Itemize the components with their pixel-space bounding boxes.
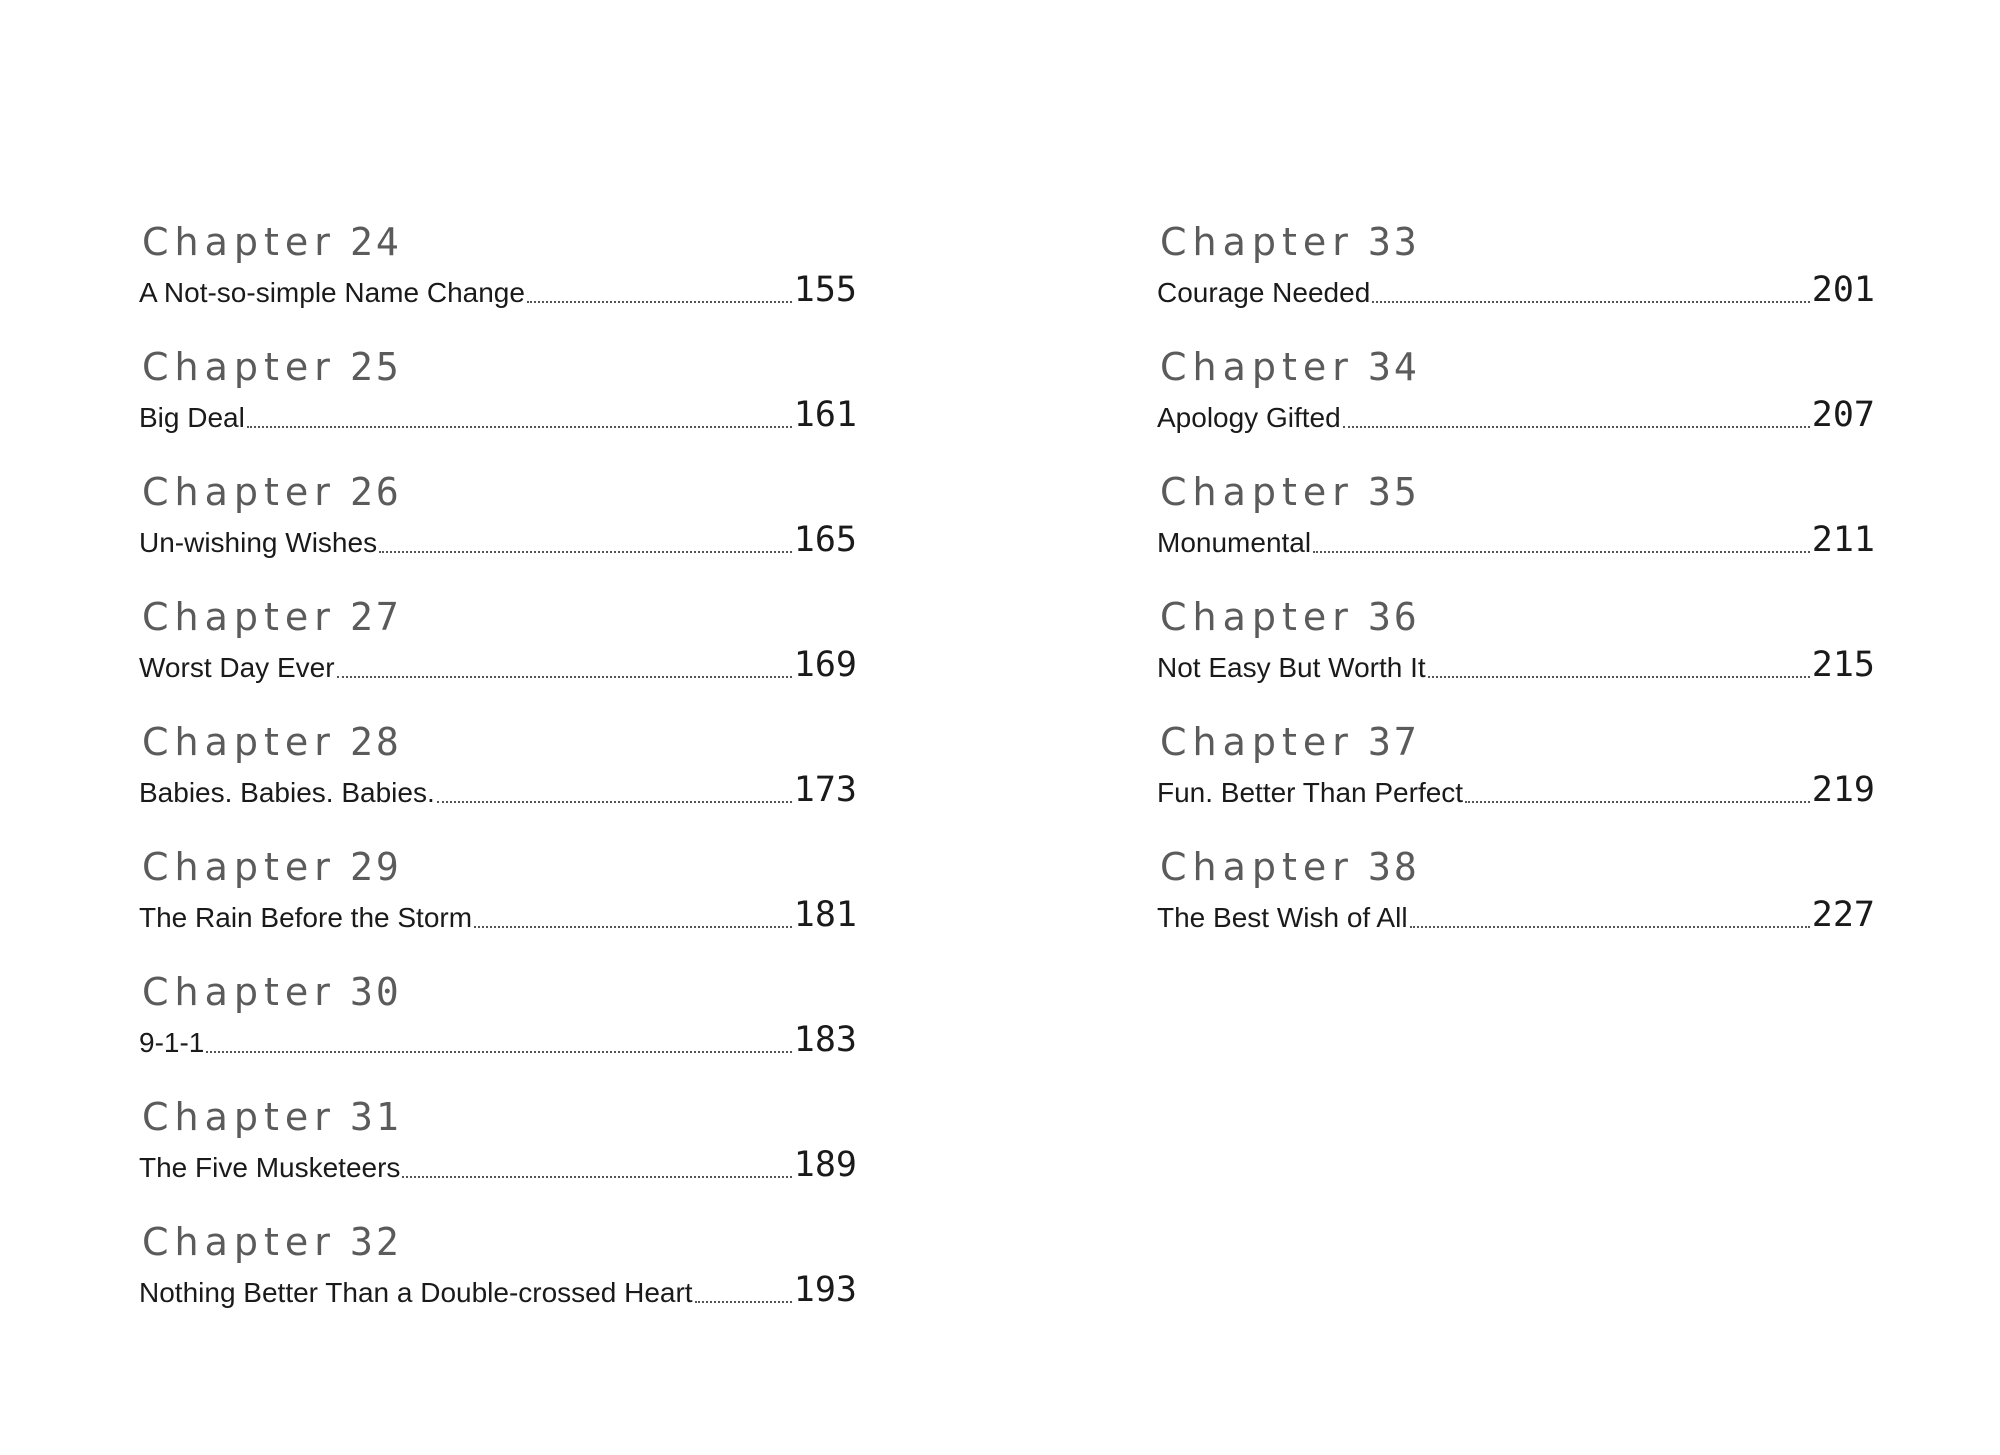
chapter-heading bbox=[1157, 218, 1875, 266]
toc-line bbox=[139, 894, 857, 934]
toc-entry[interactable] bbox=[139, 718, 857, 843]
dot-leader bbox=[247, 426, 792, 428]
toc-entry[interactable] bbox=[1157, 218, 1875, 343]
chapter-heading bbox=[139, 343, 857, 391]
toc-line bbox=[139, 394, 857, 434]
dot-leader bbox=[695, 1301, 792, 1303]
toc-right-column bbox=[1157, 218, 1875, 968]
page-number: 201 bbox=[1811, 270, 1875, 310]
chapter-number: 38 bbox=[1367, 845, 1420, 889]
chapter-number: 30 bbox=[349, 970, 402, 1014]
toc-line bbox=[139, 1144, 857, 1184]
chapter-number: 24 bbox=[349, 220, 402, 264]
page-number: 215 bbox=[1811, 645, 1875, 685]
toc-entry[interactable] bbox=[139, 218, 857, 343]
toc-entry[interactable] bbox=[1157, 468, 1875, 593]
chapter-number: 33 bbox=[1367, 220, 1420, 264]
chapter-heading bbox=[139, 593, 857, 641]
toc-entry[interactable] bbox=[139, 968, 857, 1093]
chapter-title: Monumental bbox=[1157, 527, 1312, 558]
toc-line bbox=[1157, 394, 1875, 434]
page-number: 211 bbox=[1811, 520, 1875, 560]
dot-leader bbox=[1372, 301, 1810, 303]
chapter-number: 31 bbox=[349, 1095, 402, 1139]
dot-leader bbox=[1465, 801, 1810, 803]
chapter-word: Chapter bbox=[1160, 220, 1354, 264]
chapter-word: Chapter bbox=[1160, 470, 1354, 514]
chapter-heading bbox=[139, 1093, 857, 1141]
chapter-word: Chapter bbox=[1160, 845, 1354, 889]
chapter-number: 35 bbox=[1367, 470, 1420, 514]
chapter-word: Chapter bbox=[142, 1220, 336, 1264]
chapter-word: Chapter bbox=[142, 220, 336, 264]
chapter-heading bbox=[1157, 468, 1875, 516]
chapter-word: Chapter bbox=[142, 845, 336, 889]
chapter-title: Apology Gifted bbox=[1157, 402, 1341, 433]
chapter-heading bbox=[139, 968, 857, 1016]
toc-entry[interactable] bbox=[1157, 843, 1875, 968]
toc-line bbox=[1157, 894, 1875, 934]
chapter-number: 28 bbox=[349, 720, 402, 764]
dot-leader bbox=[437, 801, 792, 803]
dot-leader bbox=[1428, 676, 1810, 678]
chapter-title: Un-wishing Wishes bbox=[139, 527, 378, 558]
chapter-heading bbox=[139, 468, 857, 516]
chapter-title: Big Deal bbox=[139, 402, 245, 433]
chapter-word: Chapter bbox=[142, 345, 336, 389]
chapter-title: A Not-so-simple Name Change bbox=[139, 277, 525, 308]
chapter-word: Chapter bbox=[142, 470, 336, 514]
page-number: 207 bbox=[1811, 395, 1875, 435]
toc-entry[interactable] bbox=[139, 468, 857, 593]
chapter-title: The Best Wish of All bbox=[1157, 902, 1408, 933]
chapter-number: 32 bbox=[349, 1220, 402, 1264]
dot-leader bbox=[474, 926, 792, 928]
dot-leader bbox=[379, 551, 792, 553]
chapter-title: Fun. Better Than Perfect bbox=[1157, 777, 1464, 808]
chapter-title: Babies. Babies. Babies. bbox=[139, 777, 435, 808]
page-number: 165 bbox=[793, 520, 857, 560]
chapter-title: The Five Musketeers bbox=[139, 1152, 401, 1183]
chapter-heading bbox=[1157, 593, 1875, 641]
chapter-number: 37 bbox=[1367, 720, 1420, 764]
page-number: 155 bbox=[793, 270, 857, 310]
toc-line bbox=[1157, 519, 1875, 559]
chapter-number: 29 bbox=[349, 845, 402, 889]
chapter-heading bbox=[139, 218, 857, 266]
chapter-word: Chapter bbox=[1160, 345, 1354, 389]
chapter-word: Chapter bbox=[142, 720, 336, 764]
page-number: 181 bbox=[793, 895, 857, 935]
toc-entry[interactable] bbox=[139, 1218, 857, 1343]
dot-leader bbox=[206, 1051, 791, 1053]
chapter-heading bbox=[1157, 843, 1875, 891]
toc-entry[interactable] bbox=[1157, 343, 1875, 468]
chapter-word: Chapter bbox=[142, 970, 336, 1014]
dot-leader bbox=[1313, 551, 1810, 553]
toc-line bbox=[1157, 769, 1875, 809]
chapter-heading bbox=[139, 843, 857, 891]
toc-entry[interactable] bbox=[139, 593, 857, 718]
toc-left-column bbox=[139, 218, 857, 1343]
page-number: 183 bbox=[793, 1020, 857, 1060]
page-number: 173 bbox=[793, 770, 857, 810]
toc-line bbox=[139, 644, 857, 684]
chapter-heading bbox=[1157, 343, 1875, 391]
toc-line bbox=[139, 769, 857, 809]
chapter-number: 25 bbox=[349, 345, 402, 389]
page-number: 219 bbox=[1811, 770, 1875, 810]
chapter-number: 27 bbox=[349, 595, 402, 639]
chapter-number: 26 bbox=[349, 470, 402, 514]
chapter-word: Chapter bbox=[142, 1095, 336, 1139]
chapter-title: Courage Needed bbox=[1157, 277, 1371, 308]
dot-leader bbox=[402, 1176, 791, 1178]
chapter-title: Worst Day Ever bbox=[139, 652, 335, 683]
dot-leader bbox=[1343, 426, 1810, 428]
dot-leader bbox=[1410, 926, 1810, 928]
chapter-word: Chapter bbox=[1160, 595, 1354, 639]
chapter-word: Chapter bbox=[1160, 720, 1354, 764]
toc-line bbox=[1157, 269, 1875, 309]
toc-line bbox=[139, 519, 857, 559]
page-number: 193 bbox=[793, 1270, 857, 1310]
dot-leader bbox=[337, 676, 792, 678]
chapter-heading bbox=[139, 1218, 857, 1266]
toc-entry[interactable] bbox=[1157, 593, 1875, 718]
chapter-number: 34 bbox=[1367, 345, 1420, 389]
chapter-number: 36 bbox=[1367, 595, 1420, 639]
chapter-title: Nothing Better Than a Double-crossed Heart bbox=[139, 1277, 693, 1308]
toc-line bbox=[139, 1269, 857, 1309]
chapter-title: The Rain Before the Storm bbox=[139, 902, 473, 933]
toc-entry[interactable] bbox=[139, 1093, 857, 1218]
page-number: 189 bbox=[793, 1145, 857, 1185]
page-number: 161 bbox=[793, 395, 857, 435]
dot-leader bbox=[527, 301, 792, 303]
chapter-title: 9-1-1 bbox=[139, 1027, 205, 1058]
toc-entry[interactable] bbox=[139, 843, 857, 968]
chapter-heading bbox=[139, 718, 857, 766]
toc-entry[interactable] bbox=[1157, 718, 1875, 843]
page-number: 227 bbox=[1811, 895, 1875, 935]
chapter-title: Not Easy But Worth It bbox=[1157, 652, 1426, 683]
toc-entry[interactable] bbox=[139, 343, 857, 468]
chapter-heading bbox=[1157, 718, 1875, 766]
toc-line bbox=[1157, 644, 1875, 684]
page-number: 169 bbox=[793, 645, 857, 685]
toc-line bbox=[139, 269, 857, 309]
chapter-word: Chapter bbox=[142, 595, 336, 639]
toc-line bbox=[139, 1019, 857, 1059]
